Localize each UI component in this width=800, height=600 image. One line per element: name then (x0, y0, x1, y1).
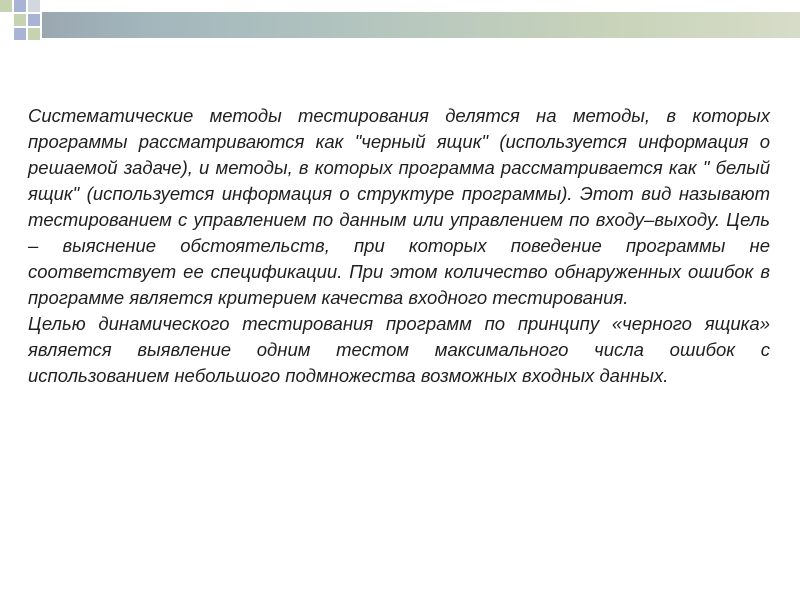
decor-square (28, 14, 40, 26)
paragraph-1: Систематические методы тестирования делятся на методы, в которых программы рассматриваются как "черный ящик" (используется информация о решаемой задаче), и методы, в которых программа рассматривается как " белый ящик" (используется информация о структуре программы). Этот вид называют тестированием с управлением по данным или управлением по входу–выходу. Цель – выяснение обстоятельств, при которых поведение программы не соответствует ее спецификации. При этом количество обнаруженных ошибок в программе является критерием качества входного тестирования. (28, 105, 770, 308)
decor-square (28, 0, 40, 12)
body-text (28, 103, 770, 389)
paragraph-2: Целью динамического тестирования программ по принципу «черного ящика» является выявление одним тестом максимального числа ошибок с использованием небольшого подмножества возможных входных данных. (28, 313, 770, 386)
decor-square (28, 28, 40, 40)
header-gradient-bar (42, 12, 800, 38)
header-decoration (0, 0, 800, 60)
decor-square (14, 28, 26, 40)
decor-square (14, 14, 26, 26)
decor-square (14, 0, 26, 12)
decor-square (0, 0, 12, 12)
